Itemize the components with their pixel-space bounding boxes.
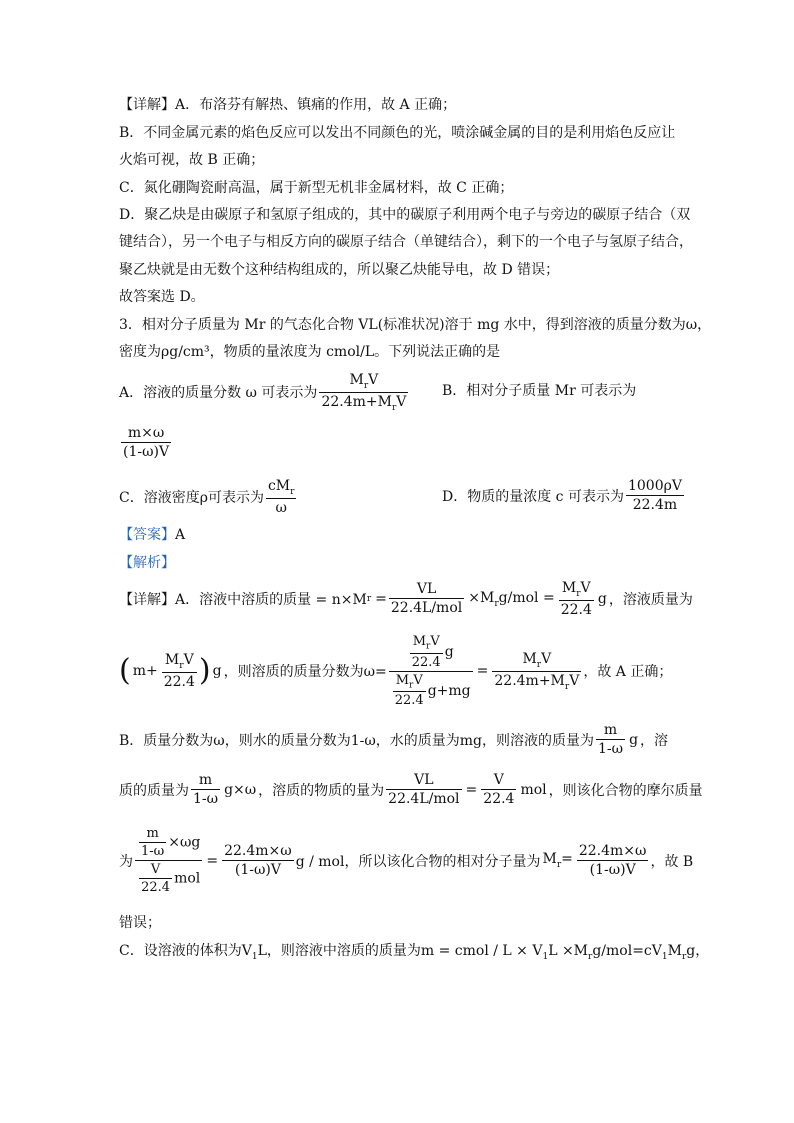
option-d: D．物质的量浓度 c 可表示为 1000ρV 22.4m bbox=[442, 478, 682, 513]
answer-label: 【答案】 bbox=[119, 527, 175, 543]
line-p5: D．聚乙炔是由碳原子和氢原子组成的，其中的碳原子利用两个电子与旁边的碳原子结合（双 bbox=[119, 207, 691, 223]
analysis-a-line2: ( m+ $M_rV$ 22.4 ) g ，则溶质的质量分数为ω= $M_rV$ 22.4 g $M_rV$ 22.4 g+mg = $M_rV$ $22.4m+M_rV$ ，故 A 正确； bbox=[119, 634, 673, 709]
analysis-b-line3: 为 $\frac{m}{1-\omega}$ ×ωg $\frac{V}{22.4}$ mol = $\frac{22.4m\times\omega}{(1-\omega)V}$ g / mol，所以该化合物的相对分子量为 $M_r=$ $\frac{22.4m\times\omega}{(1-\omega)V}$ ，故 B bbox=[119, 826, 694, 895]
line-p4: C．氮化硼陶瓷耐高温，属于新型无机非金属材料，故 C 正确； bbox=[119, 180, 514, 196]
option-c: C．溶液密度ρ可表示为 $cM_r$ ω bbox=[119, 478, 295, 516]
answer-value: A bbox=[175, 527, 186, 543]
answer-line bbox=[119, 526, 185, 544]
option-a-formula: $M_rV$ $22.4m+M_rV$ bbox=[321, 372, 407, 413]
analysis-b-line1: B．质量分数为ω，则水的质量分数为1-ω，水的质量为mg，则溶液的质量为 m 1-ω g ，溶 bbox=[119, 722, 669, 757]
analysis-b-line4: 错误； bbox=[119, 915, 161, 931]
analysis-b-line2: 质的质量为 m 1-ω g×ω ，溶质的物质的量为 VL 22.4L/mol = $\frac{V}{22.4}$ mol ，则该化合物的摩尔质量 bbox=[119, 772, 703, 807]
option-b: B．相对分子质量 Mr 可表示为 bbox=[442, 383, 637, 399]
line-p8: 故答案选 D。 bbox=[119, 289, 205, 305]
analysis-a-line1: 【详解】A．溶液中溶质的质量 = n×M r = VL 22.4L/mol $\times M_rg$/mol = $M_rV$ 22.4 g ，溶液质量为 bbox=[119, 580, 693, 618]
question-3-line2: 密度为ρg/cm³，物质的量浓度为 cmol/L。下列说法正确的是 bbox=[119, 344, 501, 360]
line-p1: 【详解】A．布洛芬有解热、镇痛的作用，故 A 正确； bbox=[119, 97, 457, 113]
option-b-formula: m×ω (1-ω)V bbox=[123, 425, 170, 460]
option-d-formula: 1000ρV 22.4m bbox=[627, 478, 682, 513]
option-c-formula: $cM_r$ ω bbox=[267, 478, 295, 516]
option-a bbox=[119, 372, 410, 413]
line-p3: 火焰可视，故 B 正确； bbox=[119, 152, 265, 168]
line-p2: B．不同金属元素的焰色反应可以发出不同颜色的光，喷涂碱金属的目的是利用焰色反应让 bbox=[119, 125, 676, 141]
analysis-c-line1: C．设溶液的体积为$V_1L$，则溶液中溶质的质量为m = cmol / $L \times V_1L \times M_rg/mol=cV_1M_rg$， bbox=[119, 943, 710, 962]
option-a-text: A．溶液的质量分数 ω 可表示为 bbox=[119, 385, 318, 402]
analysis-label: 【解析】 bbox=[119, 555, 175, 571]
question-3-line1: 3．相对分子质量为 Mr 的气态化合物 VL(标准状况)溶于 mg 水中，得到溶液的质量分数为ω， bbox=[119, 317, 712, 333]
line-p7: 聚乙炔就是由无数个这种结构组成的，所以聚乙炔能导电，故 D 错误； bbox=[119, 262, 560, 278]
line-p6: 键结合），另一个电子与相反方向的碳原子结合（单键结合），剩下的一个电子与氢原子结合， bbox=[119, 234, 693, 250]
